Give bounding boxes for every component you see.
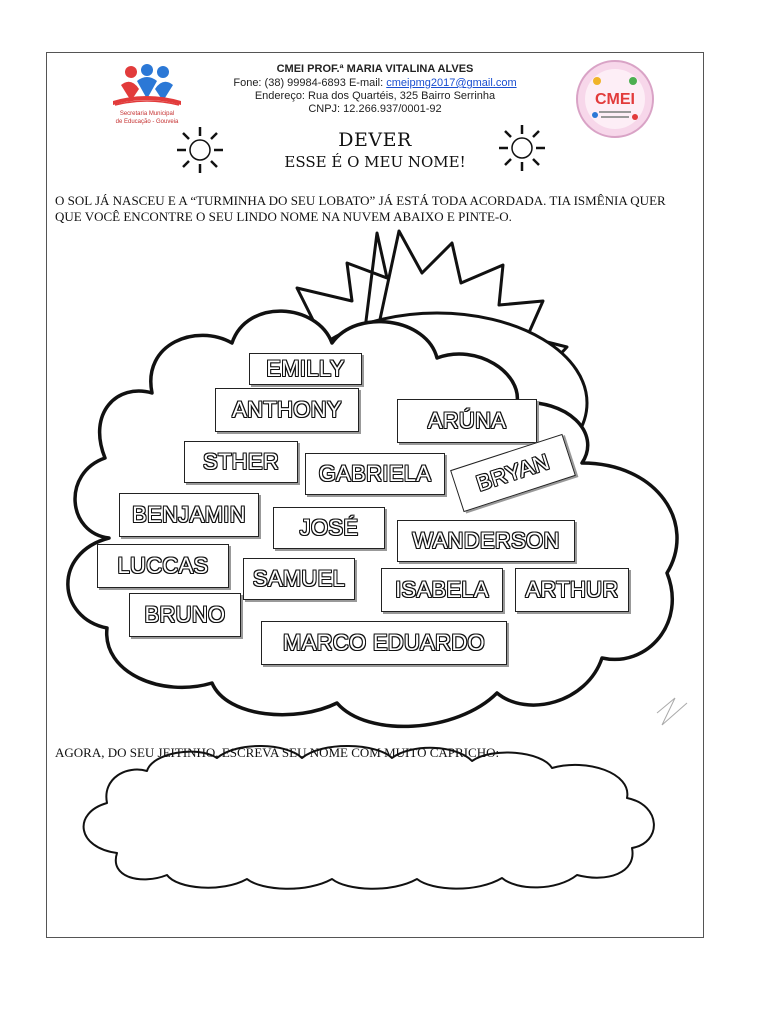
name-box[interactable]: MARCO EDUARDO	[261, 621, 507, 665]
name-box[interactable]: BENJAMIN	[119, 493, 259, 537]
phone-text: Fone: (38) 99984-6893 E-mail:	[233, 77, 387, 89]
email-link[interactable]: cmeipmg2017@gmail.com	[386, 77, 517, 89]
name-box[interactable]: JOSÉ	[273, 507, 385, 549]
writing-cloud-icon	[84, 746, 654, 889]
address-line: Endereço: Rua dos Quartéis, 325 Bairro Serrinha	[254, 90, 496, 102]
name-box[interactable]: GABRIELA	[305, 453, 445, 495]
name-box[interactable]: SAMUEL	[243, 558, 355, 600]
name-box[interactable]: ARÚNA	[397, 399, 537, 443]
name-box[interactable]: LUCCAS	[97, 544, 229, 588]
write-name-instruction: AGORA, DO SEU JEITINHO, ESCREVA SEU NOME COM MUITO CAPRICHO:	[55, 745, 500, 760]
name-box[interactable]: ANTHONY	[215, 388, 359, 432]
svg-text:Secretaria Municipal: Secretaria Municipal	[119, 111, 175, 117]
cnpj-line: CNPJ: 12.266.937/0001-92	[308, 103, 442, 115]
name-box[interactable]: ARTHUR	[515, 568, 629, 612]
svg-text:CMEI: CMEI	[595, 91, 635, 108]
instruction-text: O SOL JÁ NASCEU E A “TURMINHA DO SEU LOBATO” JÁ ESTÁ TODA ACORDADA. TIA ISMÊNIA QUER QUE VOCÊ ENCONTRE O SEU LINDO NOME NA NUVEM ABAIXO E PINTE-O.	[55, 193, 666, 224]
name-box[interactable]: EMILLY	[249, 353, 362, 385]
name-box[interactable]: BRYAN	[450, 434, 576, 512]
page-subtitle: ESSE É O MEU NOME!	[284, 153, 466, 171]
name-box[interactable]: BRUNO	[129, 593, 241, 637]
name-box[interactable]: WANDERSON	[397, 520, 575, 562]
name-box[interactable]: ISABELA	[381, 568, 503, 612]
worksheet-page	[46, 52, 704, 938]
page-title: DEVER	[338, 129, 412, 151]
name-box[interactable]: STHER	[184, 441, 298, 483]
svg-text:de Educação - Gouveia: de Educação - Gouveia	[115, 119, 179, 125]
school-name: CMEI PROF.ª MARIA VITALINA ALVES	[276, 63, 474, 75]
